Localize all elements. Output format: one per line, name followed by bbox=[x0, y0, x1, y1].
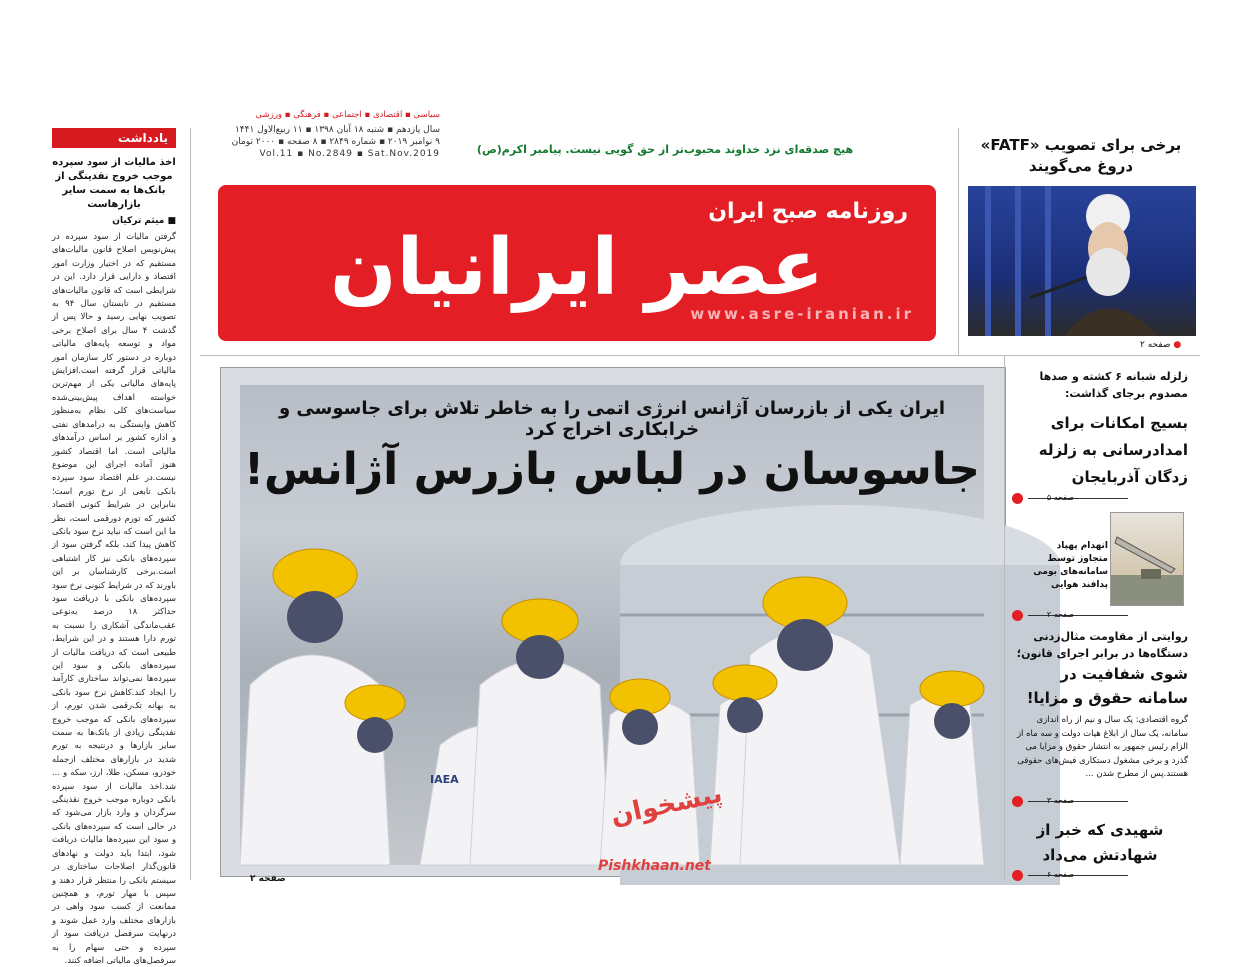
story3-ref-line[interactable] bbox=[1012, 796, 1188, 810]
drone-caption[interactable]: انهدام پهپاد متجاوز توسط سامانه‌های بومی پدافند هوایی bbox=[1033, 541, 1108, 590]
ref-rule bbox=[1028, 615, 1128, 616]
ref-rule bbox=[1028, 875, 1128, 876]
issue-line-3: Vol.11 ▪ No.2849 ▪ Sat.Nov.2019 bbox=[259, 149, 440, 159]
top-story-photo bbox=[968, 186, 1196, 336]
column-divider bbox=[190, 128, 191, 880]
ref-arrow-icon: ● bbox=[1173, 340, 1182, 350]
story1-headline[interactable]: بسیج امکانات برای امدادرسانی به زلزله زدگان آذربایجان bbox=[1038, 414, 1188, 486]
story1-kicker: زلزله شبانه ۶ کشته و صدها مصدوم برجای گذاشت: bbox=[1039, 370, 1188, 400]
ref-arrow-icon bbox=[1012, 870, 1023, 881]
right-column-divider bbox=[1004, 356, 1005, 880]
watermark-name: پیشخوان bbox=[608, 778, 725, 832]
logo-title: عصر ایرانیان bbox=[329, 223, 825, 313]
top-story-title[interactable]: برخی برای تصویب «FATF» دروغ می‌گویند bbox=[980, 136, 1182, 175]
logo-subtitle: روزنامه صبح ایران bbox=[708, 199, 908, 224]
newspaper-logo bbox=[218, 185, 936, 341]
issue-info bbox=[210, 124, 440, 160]
top-story-ref[interactable] bbox=[1140, 340, 1181, 350]
editorial-author: ■ میثم ترکیان bbox=[112, 216, 176, 226]
story4-ref-line[interactable] bbox=[1012, 870, 1188, 884]
hadith-quote: هیچ صدقه‌ای نزد خداوند محبوب‌تر از حق گویی نیست. پیامبر اکرم(ص) bbox=[476, 143, 854, 156]
story4-ref: صفحه ۶ bbox=[1046, 870, 1074, 879]
ref-arrow-icon bbox=[1012, 610, 1023, 621]
editorial-header: یادداشت bbox=[52, 128, 176, 148]
ref-rule bbox=[1028, 498, 1128, 499]
editorial-body: گرفتن مالیات از سود سپرده در پیش‌نویس اصلاح قانون مالیات‌های مستقیم که در اختیار وزارت امور اقتصاد و دارایی قرار دارد. این در شرایطی است که قانون مالیات‌های مستقیم در تابستان سال ۹۴ به تصویب نهایی رسید و حالا پس از گذشت ۴ سال برای اصلاح برخی مواد و توسعه پایه‌های مالیاتی دوباره در دستور کار سازمان امور مالیاتی قرار گرفته است.افزایش پایه‌های مالیاتی یکی از مهم‌ترین خواسته اهداف پیش‌بینی‌شده سیاست‌های کلی نظام به‌منظور کاهش وابستگی به درامدهای نفتی و اداره کشور بر اساس درآمدهای مالیاتی است. اما اقتصاد کشور هنوز آماده اجرای این موضوع نیست.در علم اقتصاد سود سپرده بانکی تابعی از نرخ تورم است؛ بنابراین در شرایط کنونی اقتصاد کشور که تورم دورقمی است، نظر ما این است که نباید نرخ سود بانکی کاهش پیدا کند، بلکه گرفتن سود از سپرده‌های بانکی نیز کار اشتباهی است.برخی کارشناسان بر این باورند که در شرایط کنونی نرخ سود سپرده‌های بانکی با دریافت سود حداکثر ۱۸ درصد به‌نوعی عقب‌ماندگی آشکاری را نسبت به تورم دارا هستند و در این شرایط، طبیعی است که دریافت مالیات از سپرده‌های بانکی و سود این سپرده‌ها نمی‌تواند ساختاری کارآمد را ایجاد کند.کاهش نرخ سود بانکی به بهانه تک‌رقمی شدن تورم، از سپرده‌های بانکی که موجب خروج نقدینگی زیادی از بانک‌ها به سمت سایر بازارها و درنتیجه به تورم شدید در بازارهای مختلف ازجمله خودرو، مسکن، طلا، ارز، سکه و ... شد.اخذ مالیات از سود سپرده بانکی دوباره موجب خروج نقدینگی سرگردان و وارد بازار می‌شود که در حالی است که سپرده‌های بانکی و سود این سپرده‌ها مالیات دریافت شود، ابتدا باید دولت و نهادهای قانون‌گذار اصلاحات ساختاری در سیستم بانکی را منتظر قرار دهند و سپس با مهار تورم، و همچنین ممانعت از کسب سود واهی در بازارهای مختلف وارد عمل شوند و درنهایت سرفصل دریافت سود از سپرده و حتی سهام را به سرفصل‌های مالیاتی اضافه کنند. bbox=[52, 231, 176, 965]
top-story-ref-label: صفحه ۲ bbox=[1140, 340, 1171, 350]
story3-kicker: روایتی از مقاومت مثال‌زدنی دستگاه‌ها در برابر اجرای قانون؛ bbox=[1016, 630, 1188, 660]
section-list: سیاسی ▪ اقتصادی ▪ اجتماعی ▪ فرهنگی ▪ ورزشی bbox=[255, 110, 440, 120]
ref-arrow-icon bbox=[1012, 796, 1023, 807]
missile-illustration bbox=[1111, 513, 1183, 605]
story3-ref: صفحه ۳ bbox=[1046, 796, 1074, 805]
story1-ref: صفحه ۵ bbox=[1046, 493, 1074, 502]
masthead-divider bbox=[958, 128, 959, 356]
header-divider bbox=[200, 355, 1200, 356]
cleric-illustration bbox=[968, 186, 1196, 336]
logo-url: www.asre-iranian.ir bbox=[690, 305, 914, 323]
drone-photo bbox=[1110, 512, 1184, 606]
main-story-ref[interactable]: صفحه ۲ bbox=[250, 874, 286, 884]
ref-arrow-icon bbox=[1012, 493, 1023, 504]
story4-headline[interactable]: شهیدی که خبر از شهادتش می‌داد bbox=[1036, 821, 1164, 864]
issue-line-1: سال یازدهم ▪ شنبه ۱۸ آبان ۱۳۹۸ ▪ ۱۱ ربیع‌الاول ۱۴۴۱ bbox=[234, 125, 440, 135]
issue-line-2: ۹ نوامبر ۲۰۱۹ ▪ شماره ۲۸۴۹ ▪ ۸ صفحه ▪ ۲۰۰۰ تومان bbox=[231, 137, 440, 147]
iaea-badge: IAEA bbox=[430, 773, 459, 786]
story3-body: گروه اقتصادی: یک سال و نیم از راه اندازی سامانه، یک سال از ابلاغ هیات دولت و سه ماه از الزام رئیس جمهور به انتشار حقوق و مزایا می گذرد و برخی مشغول دستکاری فیش‌های حقوقی هستند.پس از مطرح شدن ... bbox=[1016, 715, 1188, 779]
main-story-headline[interactable]: جاسوسان در لباس بازرس آژانس! bbox=[243, 444, 981, 495]
watermark-url: Pishkhaan.net bbox=[598, 858, 711, 874]
main-story-kicker[interactable]: ایران یکی از بازرسان آژانس انرژی اتمی را به خاطر تلاش برای جاسوسی و خرابکاری اخراج کرد bbox=[278, 398, 946, 440]
editorial-column bbox=[52, 128, 176, 965]
editorial-title[interactable]: اخذ مالیات از سود سپرده موجب خروج نقدینگی از بانک‌ها به سمت سایر بازارهاست bbox=[52, 157, 176, 210]
story2-ref-line[interactable] bbox=[1012, 610, 1188, 624]
ref-rule bbox=[1028, 801, 1128, 802]
story1-ref-line[interactable] bbox=[1012, 493, 1188, 507]
story3-headline[interactable]: شوی شفافیت در سامانه حقوق و مزایا! bbox=[1026, 665, 1188, 707]
story2-ref: صفحه ۲ bbox=[1046, 610, 1074, 619]
